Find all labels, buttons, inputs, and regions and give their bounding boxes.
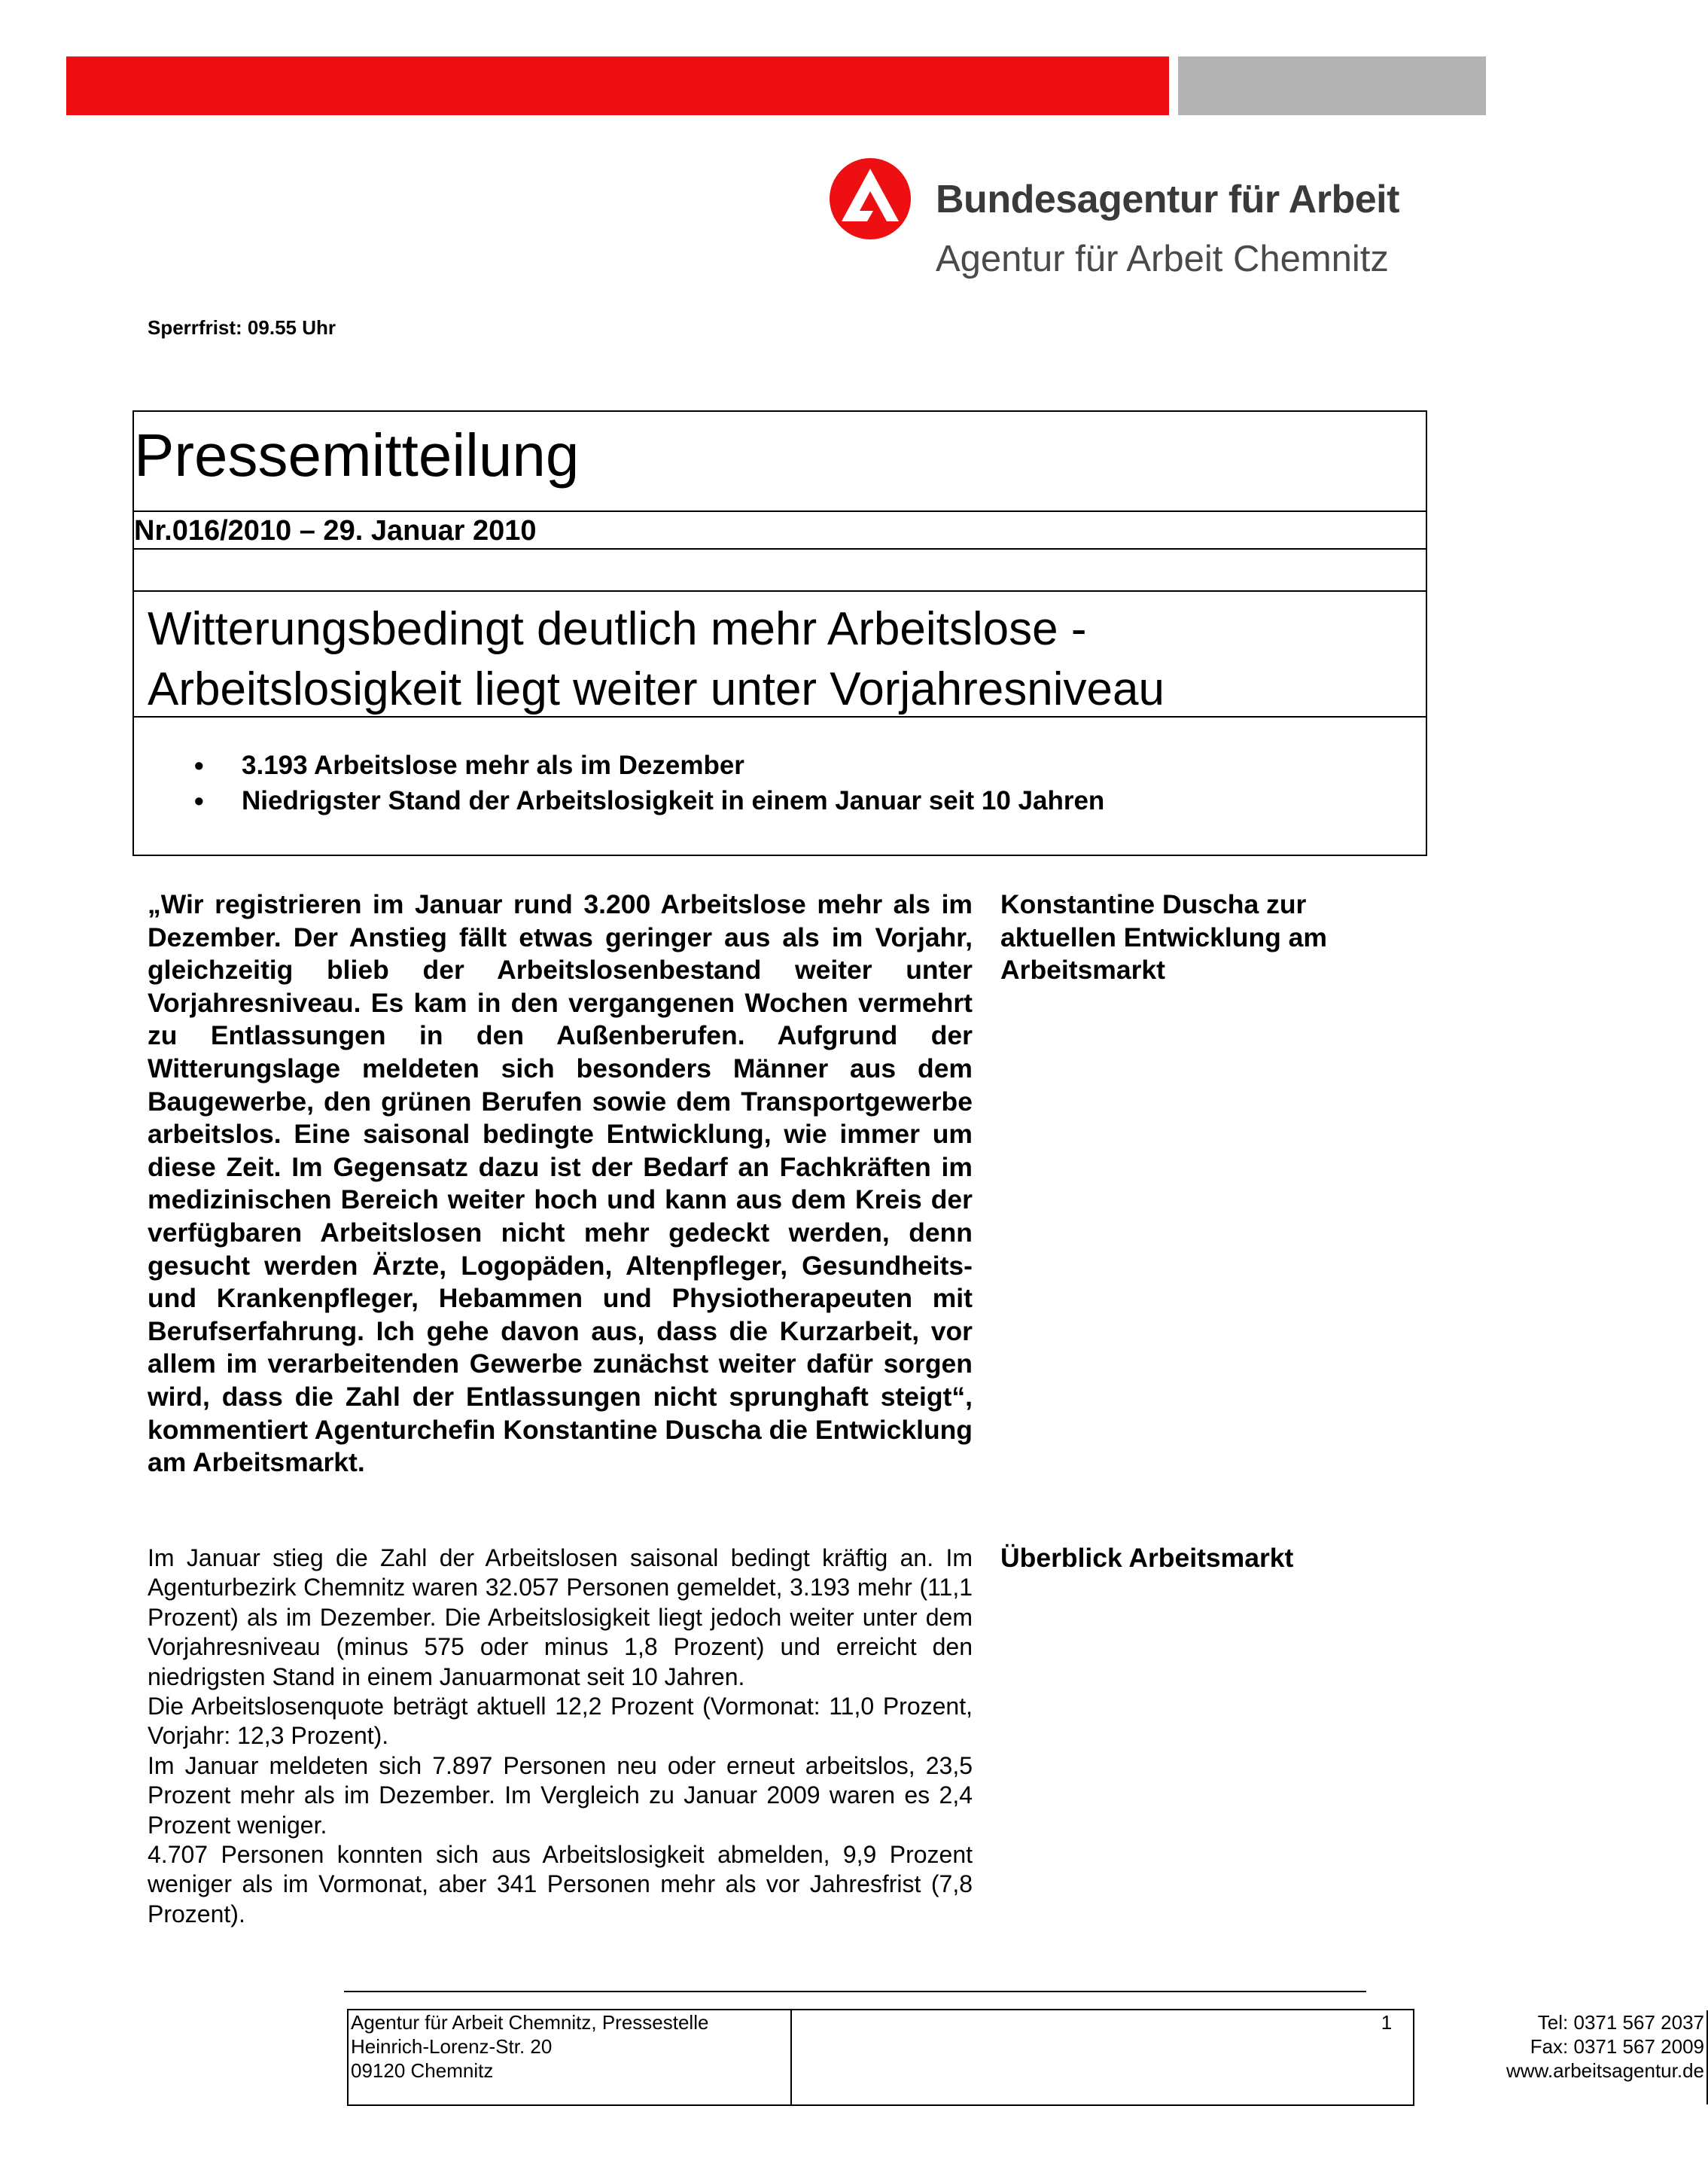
overview-paragraph: 4.707 Personen konnten sich aus Arbeitslosigkeit abmelden, 9,9 Prozent weniger als im Vormonat, aber 341 Personen mehr als vor Jahresfrist (7,8 Prozent).	[148, 1841, 973, 1928]
footer-website: www.arbeitsagentur.de	[1506, 2059, 1704, 2082]
page-number: 1	[1381, 2011, 1393, 2034]
footer-fax: Fax: 0371 567 2009	[1530, 2035, 1704, 2058]
side-heading-line: Konstantine Duscha zur	[1000, 889, 1307, 919]
overview-paragraph: Die Arbeitslosenquote beträgt aktuell 12,2 Prozent (Vormonat: 11,0 Prozent, Vorjahr: 12,3 Prozent).	[148, 1693, 973, 1750]
overview-paragraph: Im Januar meldeten sich 7.897 Personen neu oder erneut arbeitslos, 23,5 Prozent mehr als im Dezember. Im Vergleich zu Januar 2009 waren es 2,4 Prozent weniger.	[148, 1751, 973, 1839]
org-name: Bundesagentur für Arbeit	[936, 178, 1399, 221]
overview-paragraph: Im Januar stieg die Zahl der Arbeitslosen saisonal bedingt kräftig an. Im Agenturbezirk Chemnitz waren 32.057 Personen gemeldet, 3.193 mehr (11,1 Prozent) als im Dezember. Die Arbeitslosigkeit liegt jedoch weiter unter dem Vorjahresniveau (minus 575 oder minus 1,8 Prozent) und erreicht den niedrigsten Stand in einem Januarmonat seit 10 Jahren.	[148, 1544, 973, 1690]
overview-side-heading: Überblick Arbeitsmarkt	[1000, 1543, 1294, 1573]
press-title: Pressemitteilung	[134, 412, 1426, 512]
press-number-date: Nr.016/2010 – 29. Januar 2010	[134, 512, 1426, 550]
header-grey-bar	[1178, 56, 1486, 115]
overview-body	[148, 1544, 973, 1929]
address-line: Heinrich-Lorenz-Str. 20	[351, 2035, 553, 2058]
empty-row	[134, 550, 1426, 592]
press-release-box	[132, 410, 1427, 856]
quote-side-heading	[1000, 888, 1452, 987]
header-red-bar	[66, 56, 1169, 115]
side-heading-line: aktuellen Entwicklung am	[1000, 922, 1327, 952]
address-line: 09120 Chemnitz	[351, 2059, 494, 2082]
key-point: • 3.193 Arbeitslose mehr als im Dezember	[134, 748, 1426, 783]
headline-line-2: Arbeitslosigkeit liegt weiter unter Vorjahresniveau	[148, 663, 1165, 715]
address-line: Agentur für Arbeit Chemnitz, Pressestelle	[351, 2011, 709, 2034]
key-point: • Niedrigster Stand der Arbeitslosigkeit in einem Januar seit 10 Jahren	[134, 783, 1426, 818]
director-quote: „Wir registrieren im Januar rund 3.200 Arbeitslose mehr als im Dezember. Der Anstieg fällt etwas geringer aus als im Vorjahr, gleichzeitig blieb der Arbeitslosenbestand weiter unter Vorjahresniveau. Es kam in den vergangenen Wochen vermehrt zu Entlassungen in den Außenberufen. Aufgrund der Witterungslage meldeten sich besonders Männer aus dem Baugewerbe, den grünen Berufen sowie dem Transportgewerbe arbeitslos. Eine saisonal bedingte Entwicklung, wie immer um diese Zeit. Im Gegensatz dazu ist der Bedarf an Fachkräften im medizinischen Bereich weiter hoch und kann aus dem Kreis der verfügbaren Arbeitslosen nicht mehr gedeckt werden, denn gesucht werden Ärzte, Logopäden, Altenpfleger, Gesundheits- und Krankenpfleger, Hebammen und Physiotherapeuten mit Berufserfahrung. Ich gehe davon aus, dass die Kurzarbeit, vor allem im verarbeitenden Gewerbe zunächst weiter dafür sorgen wird, dass die Zahl der Entlassungen nicht sprunghaft steigt“, kommentiert Agenturchefin Konstantine Duscha die Entwicklung am Arbeitsmarkt.	[148, 889, 973, 1478]
headline-line-1: Witterungsbedingt deutlich mehr Arbeitslose -	[148, 603, 1087, 655]
footer-divider	[344, 1991, 1366, 1992]
side-heading-line: Arbeitsmarkt	[1000, 955, 1165, 986]
key-points-list	[134, 718, 1426, 855]
footer-tel: Tel: 0371 567 2037	[1537, 2011, 1704, 2034]
embargo-time: Sperrfrist: 09.55 Uhr	[148, 316, 336, 339]
footer-contact	[792, 2010, 1708, 2104]
ba-triangle-logo-icon	[828, 157, 912, 241]
footer	[347, 2009, 1704, 2106]
footer-address	[349, 2010, 792, 2104]
press-headline	[134, 592, 1426, 718]
office-name: Agentur für Arbeit Chemnitz	[936, 239, 1389, 279]
